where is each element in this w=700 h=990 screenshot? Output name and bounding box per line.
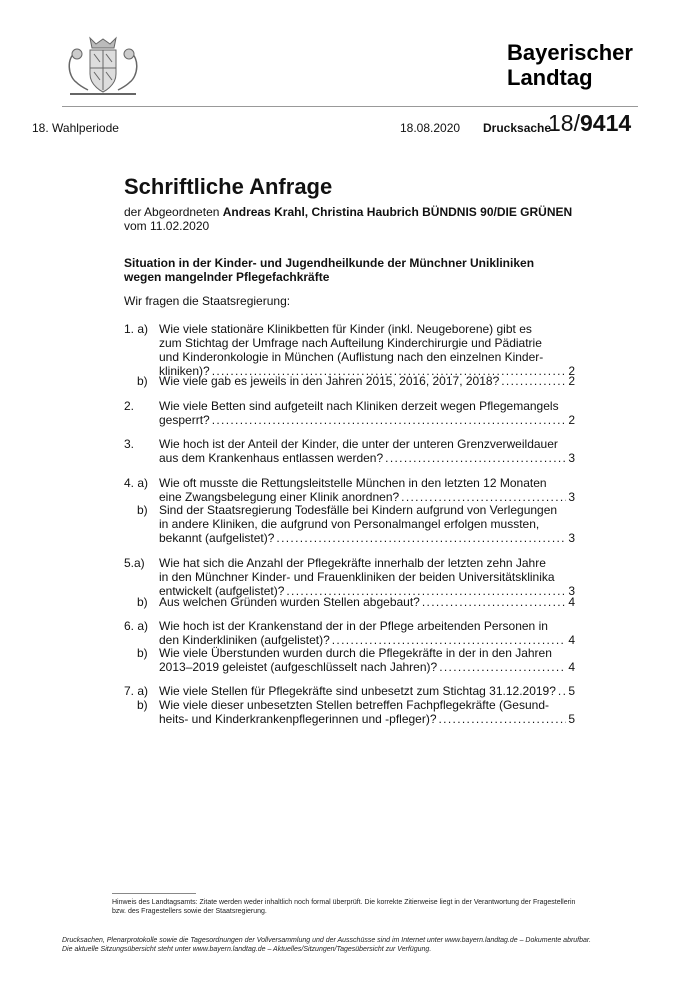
question-number: 7. a) — [124, 684, 149, 698]
dot-leader — [276, 531, 566, 545]
footer-line2: Die aktuelle Sitzungsübersicht steht unter www.bayern.landtag.de – Aktuelles/Sitzungen/Tagesübersicht zur Verfügung. — [62, 946, 432, 953]
question-number: 5.a) — [124, 556, 145, 570]
question-text — [159, 595, 575, 609]
dot-leader — [332, 633, 567, 647]
drucksache-number — [548, 109, 631, 137]
dot-leader — [501, 374, 566, 388]
question-number: 3. — [124, 437, 135, 451]
question-line: Sind der Staatsregierung Todesfälle bei Kindern aufgrund von Verlegungen — [159, 503, 558, 517]
question-line: kliniken)? — [159, 364, 210, 378]
question-last-line — [159, 595, 575, 609]
submission-date: vom 11.02.2020 — [124, 219, 210, 233]
footer-line1: Drucksachen, Plenarprotokolle sowie die Tagesordnungen der Vollversammlung und der Ausschüsse sind im Internet unter www.bayern.landtag.de – Dokumente abrufbar. — [62, 937, 591, 944]
question-line: Wie viele stationäre Klinikbetten für Kinder (inkl. Neugeborene) gibt es — [159, 322, 532, 336]
page-reference: 5 — [568, 712, 575, 726]
question-text — [159, 556, 575, 598]
question-last-line — [159, 684, 575, 698]
question-line: bekannt (aufgelistet)? — [159, 531, 275, 545]
question-line: entwickelt (aufgelistet)? — [159, 584, 285, 598]
question-number: 6. a) — [124, 619, 149, 633]
question-line: heits- und Kinderkrankenpflegerinnen und -pfleger)? — [159, 712, 437, 726]
question-text — [159, 437, 575, 465]
question-line: Wie viele dieser unbesetzten Stellen betreffen Fachpflegekräfte (Gesund- — [159, 698, 549, 712]
question-line: aus dem Krankenhaus entlassen werden? — [159, 451, 384, 465]
page-reference: 2 — [568, 364, 575, 378]
question-text — [159, 503, 575, 545]
page-reference: 3 — [568, 451, 575, 465]
question-line: Wie viele Betten sind aufgeteilt nach Kliniken derzeit wegen Pflegemangels — [159, 399, 559, 413]
question-number: 1. a) — [124, 322, 149, 336]
question-text — [159, 619, 575, 647]
page-reference: 4 — [568, 633, 575, 647]
page-reference: 3 — [568, 490, 575, 504]
question-number: b) — [137, 698, 148, 712]
document-subject: Situation in der Kinder- und Jugendheilkunde der Münchner Unikliniken wegen mangelnder Pflegefachkräfte — [124, 256, 535, 284]
drucksache-id: 9414 — [579, 110, 632, 136]
page-footer — [62, 936, 642, 954]
question-line: Wie hoch ist der Anteil der Kinder, die unter der unteren Grenzverweildauer — [159, 437, 558, 451]
question-number: b) — [137, 595, 148, 609]
question-last-line — [159, 660, 575, 674]
question-last-line — [159, 451, 575, 465]
question-line: zum Stichtag der Umfrage nach Aufteilung Kinderchirurgie und Pädiatrie — [159, 336, 542, 350]
question-last-line — [159, 531, 575, 545]
drucksache-prefix: 18/ — [548, 110, 580, 136]
question-last-line — [159, 633, 575, 647]
question-line: in den Münchner Kinder- und Frauenkliniken der beiden Universitätsklinika — [159, 570, 555, 584]
dot-leader — [439, 660, 566, 674]
header-divider — [62, 106, 638, 107]
question-line: Wie hat sich die Anzahl der Pflegekräfte innerhalb der letzten zehn Jahre — [159, 556, 546, 570]
drucksache-label: Drucksache — [483, 121, 552, 135]
question-number: b) — [137, 503, 148, 517]
institution-line1: Bayerischer — [507, 40, 633, 65]
page-reference: 4 — [568, 595, 575, 609]
question-number: b) — [137, 374, 148, 388]
question-number: 4. a) — [124, 476, 149, 490]
question-text — [159, 698, 575, 726]
question-line: den Kinderkliniken (aufgelistet)? — [159, 633, 330, 647]
wahlperiode: 18. Wahlperiode — [32, 121, 119, 135]
question-line: Wie viele gab es jeweils in den Jahren 2015, 2016, 2017, 2018? — [159, 374, 500, 388]
document-title: Schriftliche Anfrage — [124, 174, 333, 199]
question-line: Wie oft musste die Rettungsleitstelle München in den letzten 12 Monaten — [159, 476, 547, 490]
dot-leader — [401, 490, 566, 504]
question-text — [159, 374, 575, 388]
footnote-divider — [112, 893, 196, 894]
dot-leader — [422, 595, 566, 609]
authors-prefix: der Abgeordneten — [124, 205, 220, 219]
dot-leader — [385, 451, 566, 465]
institution-name — [507, 40, 633, 90]
question-text — [159, 399, 575, 427]
page-reference: 3 — [568, 531, 575, 545]
document-date: 18.08.2020 — [400, 121, 461, 135]
dot-leader — [558, 684, 566, 698]
question-line: und Kinderonkologie in München (Auflistung nach den einzelnen Kinder- — [159, 350, 544, 364]
question-line: Wie hoch ist der Krankenstand der in der Pflege arbeitenden Personen in — [159, 619, 548, 633]
question-line: 2013–2019 geleistet (aufgeschlüsselt nach Jahren)? — [159, 660, 438, 674]
question-text — [159, 684, 575, 698]
question-line: Wie viele Stellen für Pflegekräfte sind unbesetzt zum Stichtag 31.12.2019? — [159, 684, 556, 698]
question-text — [159, 476, 575, 504]
page-reference: 2 — [568, 413, 575, 427]
question-last-line — [159, 374, 575, 388]
footnote: Hinweis des Landtagsamts: Zitate werden weder inhaltlich noch formal überprüft. Die korrekte Zitierweise liegt in der Verantwortung der Fragestellerin bzw. des Fragestellers sowie der Staatsregierung. — [112, 899, 576, 915]
authors-line — [124, 205, 572, 219]
question-line: gesperrt? — [159, 413, 210, 427]
page-reference: 2 — [568, 374, 575, 388]
page-reference: 5 — [568, 684, 575, 698]
question-text — [159, 322, 575, 378]
coat-of-arms-icon — [62, 36, 144, 100]
page-reference: 4 — [568, 660, 575, 674]
question-text — [159, 646, 575, 674]
institution-line2: Landtag — [507, 65, 593, 90]
question-line: eine Zwangsbelegung einer Klinik anordnen? — [159, 490, 400, 504]
question-last-line — [159, 490, 575, 504]
question-number: b) — [137, 646, 148, 660]
dot-leader — [439, 712, 567, 726]
question-number: 2. — [124, 399, 135, 413]
question-line: in andere Kliniken, die aufgrund von Personalmangel erfolgen mussten, — [159, 517, 540, 531]
intro-text: Wir fragen die Staatsregierung: — [124, 294, 291, 308]
dot-leader — [212, 413, 567, 427]
page-reference: 3 — [568, 584, 575, 598]
question-last-line — [159, 712, 575, 726]
authors: Andreas Krahl, Christina Haubrich BÜNDNIS 90/DIE GRÜNEN — [222, 205, 573, 219]
question-line: Aus welchen Gründen wurden Stellen abgebaut? — [159, 595, 420, 609]
question-last-line — [159, 413, 575, 427]
question-line: Wie viele Überstunden wurden durch die Pflegekräfte in der in den Jahren — [159, 646, 552, 660]
